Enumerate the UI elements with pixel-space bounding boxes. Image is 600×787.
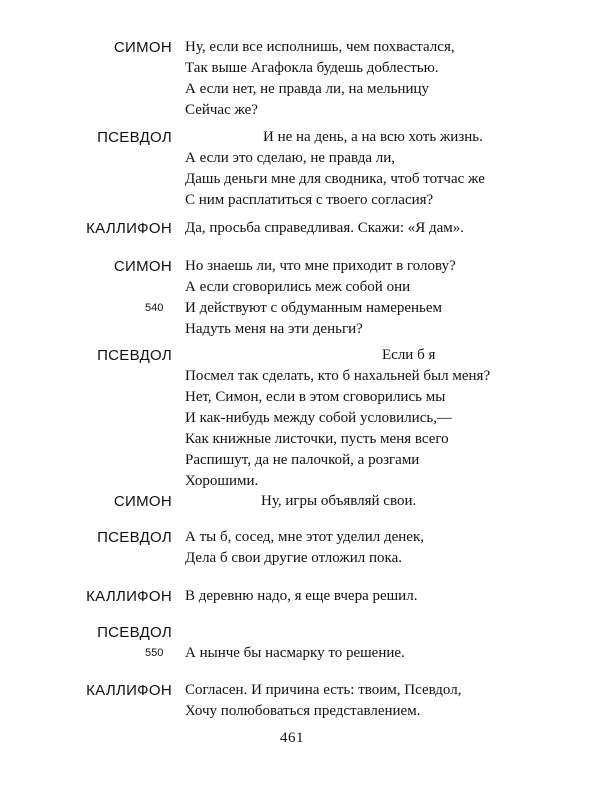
- speaker-name: СИМОН: [113, 258, 172, 275]
- verse-line: Нет, Симон, если в этом сговорились мы: [185, 389, 446, 405]
- verse-line: А если это сделаю, не правда ли,: [185, 150, 396, 166]
- verse-line: Согласен. И причина есть: твоим, Псевдол,: [185, 682, 462, 698]
- verse-line: Но знаешь ли, что мне приходит в голову?: [185, 258, 456, 274]
- speaker-name: КАЛЛИФОН: [86, 588, 172, 605]
- speaker-name: КАЛЛИФОН: [86, 220, 172, 237]
- speaker-name: СИМОН: [113, 493, 172, 510]
- verse-line: Посмел так сделать, кто б нахальней был меня?: [185, 368, 491, 384]
- verse-line: Распишут, да не палочкой, а розгами: [185, 452, 420, 468]
- verse-line: И как-нибудь между собой условились,—: [185, 410, 452, 426]
- verse-line: Надуть меня на эти деньги?: [185, 321, 363, 337]
- speaker-name: ПСЕВДОЛ: [97, 624, 172, 641]
- speaker-name: КАЛЛИФОН: [86, 682, 172, 699]
- verse-line: А если сговорились меж собой они: [185, 279, 411, 295]
- verse-line: В деревню надо, я еще вчера решил.: [185, 588, 418, 604]
- verse-line: Хорошими.: [185, 473, 259, 489]
- verse-line: С ним расплатиться с твоего согласия?: [185, 192, 434, 208]
- line-number: 550: [145, 647, 164, 659]
- verse-line: Сейчас же?: [185, 102, 258, 118]
- line-number: 540: [145, 302, 164, 314]
- speaker-name: ПСЕВДОЛ: [97, 347, 172, 364]
- verse-line: 540 И действуют с обдуманным намереньем: [185, 298, 595, 319]
- verse-line: Ну, игры объявляй свои.: [261, 493, 417, 509]
- verse-line: А если нет, не правда ли, на мельницу: [185, 81, 430, 97]
- verse-line: Хочу полюбоваться представлением.: [185, 703, 421, 719]
- verse-line: Если б я: [382, 347, 436, 363]
- verse-line: Дела б свои другие отложил пока.: [185, 550, 403, 566]
- verse-line: 550 А нынче бы насмарку то решение.: [185, 643, 595, 664]
- verse-line: Так выше Агафокла будешь доблестью.: [185, 60, 439, 76]
- verse-line: И не на день, а на всю хоть жизнь.: [263, 129, 483, 145]
- speaker-name: ПСЕВДОЛ: [97, 129, 172, 146]
- verse-line: Как книжные листочки, пусть меня всего: [185, 431, 449, 447]
- speaker-name: СИМОН: [113, 39, 172, 56]
- page-number: 461: [280, 730, 304, 746]
- verse-line: Да, просьба справедливая. Скажи: «Я дам».: [185, 220, 465, 236]
- speaker-name: ПСЕВДОЛ: [97, 529, 172, 546]
- verse-line: Дашь деньги мне для сводника, чтоб тотчас же: [185, 171, 485, 187]
- verse-line: Ну, если все исполнишь, чем похвастался,: [185, 39, 455, 55]
- verse-line: А ты б, сосед, мне этот уделил денек,: [185, 529, 424, 545]
